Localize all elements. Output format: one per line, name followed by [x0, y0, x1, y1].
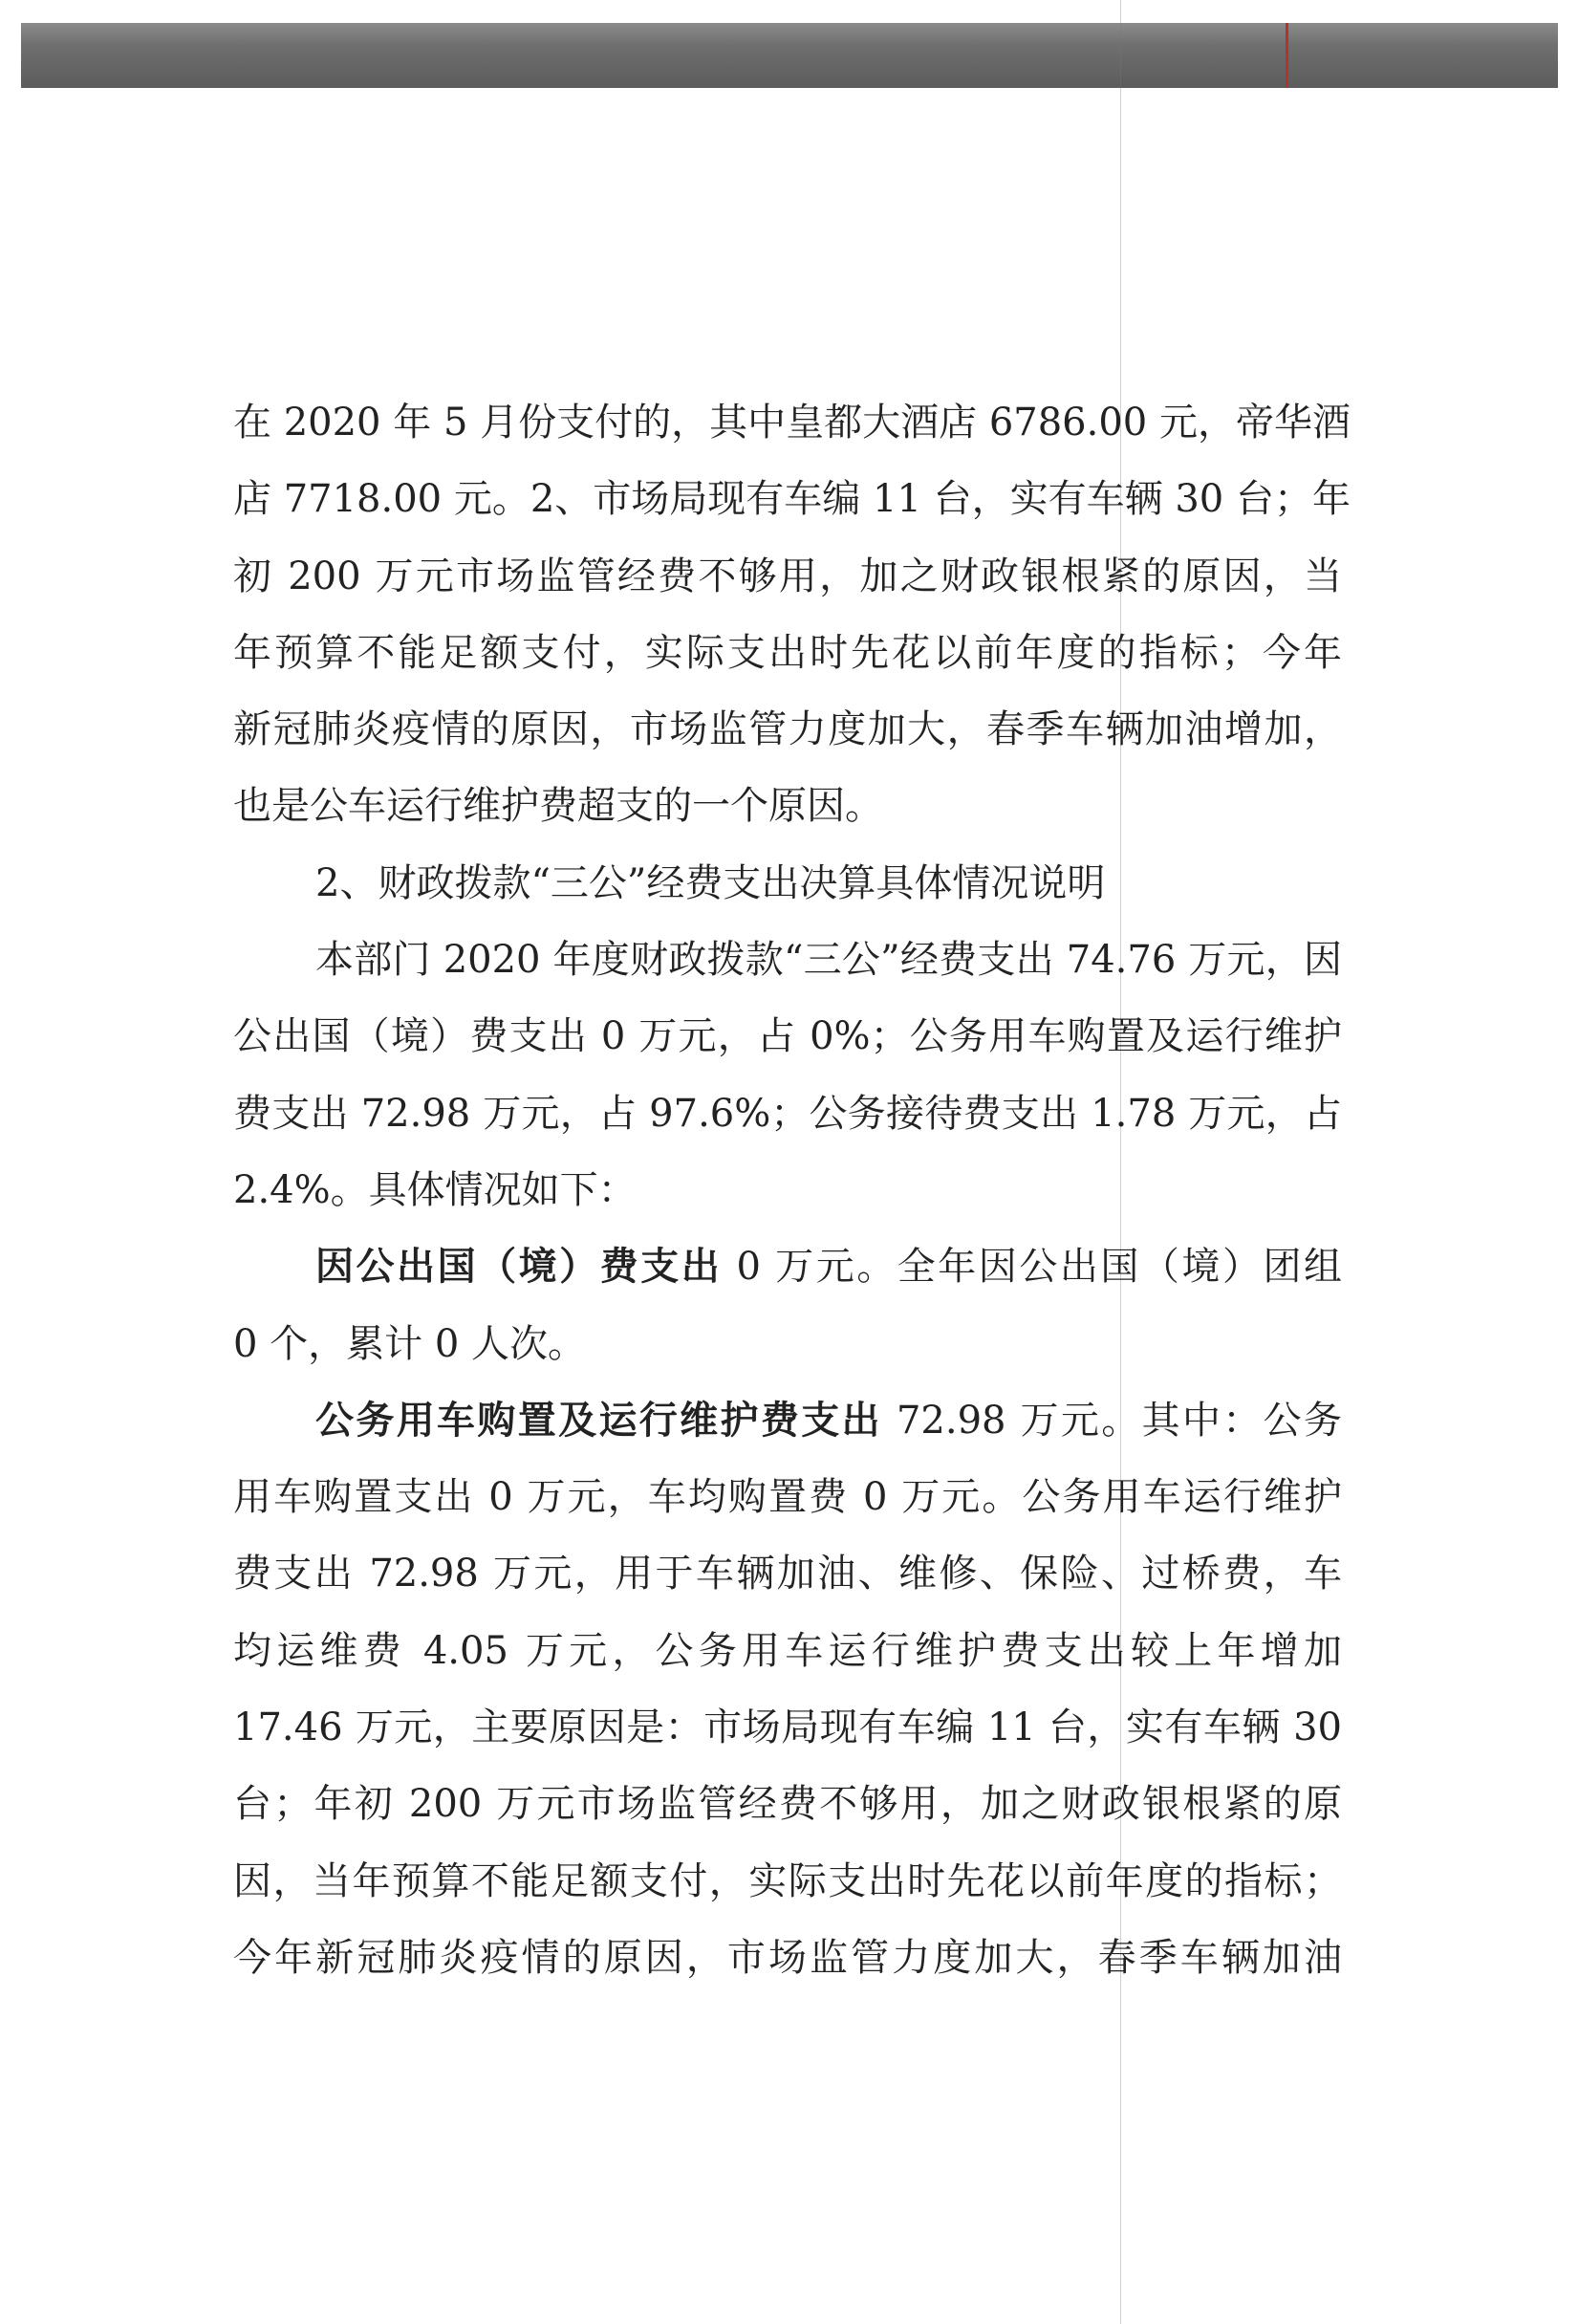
text-line: 2.4%。具体情况如下： [233, 1167, 637, 1212]
bold-lead: 因公出国（境）费支出 [315, 1244, 723, 1290]
text-line [233, 1228, 1342, 1305]
text-line: 公出国（境）费支出 0 万元，占 0%；公务用车购置及运行维护 [233, 1014, 1342, 1059]
text-line: 初 200 万元市场监管经费不够用，加之财政银根紧的原因，当 [233, 554, 1342, 598]
text-line: 店 7718.00 元。2、市场局现有车编 11 台，实有车辆 30 台；年 [233, 477, 1351, 522]
text-line: 新冠肺炎疫情的原因，市场监管力度加大，春季车辆加油增加， [233, 707, 1342, 752]
lead-rest: 72.98 万元。其中：公务 [881, 1398, 1342, 1443]
text-line: 也是公车运行维护费超支的一个原因。 [233, 784, 883, 829]
text-line: 均运维费 4.05 万元，公务用车运行维护费支出较上年增加 [233, 1628, 1342, 1673]
paragraph-vehicles [233, 1382, 1342, 1996]
lead-rest: 0 万元。全年因公出国（境）团组 [722, 1245, 1342, 1290]
document-body [233, 384, 1351, 1996]
text-line: 本部门 2020 年度财政拨款“三公”经费支出 74.76 万元，因 [315, 938, 1342, 983]
text-line: 费支出 72.98 万元，占 97.6%；公务接待费支出 1.78 万元，占 [233, 1091, 1342, 1136]
text-line: 在 2020 年 5 月份支付的，其中皇都大酒店 6786.00 元，帝华酒 [233, 401, 1351, 445]
text-line: 因，当年预算不能足额支付，实际支出时先花以前年度的指标； [233, 1858, 1342, 1903]
text-line: 年预算不能足额支付，实际支出时先花以前年度的指标；今年 [233, 630, 1342, 675]
heading-text: 2、财政拨款“三公”经费支出决算具体情况说明 [315, 860, 1106, 905]
text-line: 费支出 72.98 万元，用于车辆加油、维修、保险、过桥费，车 [233, 1552, 1342, 1596]
paragraph-summary [233, 922, 1342, 1228]
scan-edge-mark [1286, 23, 1288, 88]
text-line: 今年新冠肺炎疫情的原因，市场监管力度加大，春季车辆加油 [233, 1935, 1342, 1980]
scan-header-band [21, 23, 1558, 88]
text-line: 台；年初 200 万元市场监管经费不够用，加之财政银根紧的原 [233, 1782, 1342, 1827]
text-line: 0 个，累计 0 人次。 [233, 1321, 587, 1366]
text-line: 用车购置支出 0 万元，车均购置费 0 万元。公务用车运行维护 [233, 1475, 1342, 1520]
text-line: 17.46 万元，主要原因是：市场局现有车编 11 台，实有车辆 30 [233, 1705, 1342, 1750]
section-heading [233, 845, 1342, 922]
paragraph-overseas [233, 1228, 1342, 1382]
text-line [233, 1382, 1342, 1459]
paragraph-continuation [233, 384, 1351, 845]
bold-lead: 公务用车购置及运行维护费支出 [315, 1397, 882, 1443]
